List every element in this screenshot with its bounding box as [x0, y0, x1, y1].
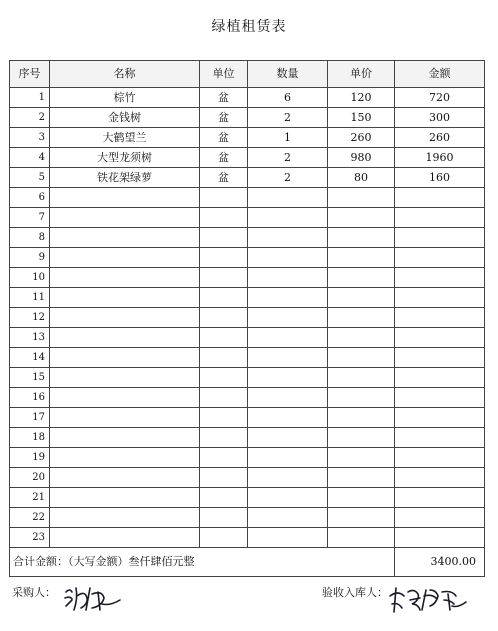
cell-qty: [248, 308, 328, 328]
cell-qty: 2: [248, 148, 328, 168]
cell-index: 17: [10, 408, 50, 428]
cell-unit: [200, 508, 248, 528]
cell-qty: [248, 208, 328, 228]
cell-index: 12: [10, 308, 50, 328]
cell-price: [328, 488, 395, 508]
cell-amount: [395, 388, 485, 408]
cell-qty: [248, 188, 328, 208]
cell-qty: 1: [248, 128, 328, 148]
cell-name: [50, 188, 200, 208]
receiver-signature: [386, 582, 476, 616]
cell-amount: 720: [395, 88, 485, 108]
cell-index: 4: [10, 148, 50, 168]
cell-qty: [248, 528, 328, 548]
cell-name: [50, 488, 200, 508]
table-row: [10, 208, 485, 228]
cell-unit: [200, 488, 248, 508]
cell-price: [328, 188, 395, 208]
cell-name: [50, 388, 200, 408]
cell-price: [328, 408, 395, 428]
table-row: [10, 128, 485, 148]
header-index: 序号: [10, 61, 50, 88]
cell-unit: [200, 388, 248, 408]
cell-index: 5: [10, 168, 50, 188]
total-amount: 3400.00: [395, 548, 485, 577]
table-row: [10, 368, 485, 388]
cell-qty: 6: [248, 88, 328, 108]
purchaser-signature: [62, 582, 132, 616]
cell-amount: [395, 368, 485, 388]
cell-amount: [395, 268, 485, 288]
cell-index: 7: [10, 208, 50, 228]
table-row: [10, 308, 485, 328]
total-row: [10, 548, 485, 577]
cell-unit: [200, 428, 248, 448]
purchaser-label: 采购人：: [12, 586, 56, 599]
header-unit: 单位: [200, 61, 248, 88]
cell-price: [328, 508, 395, 528]
cell-unit: 盆: [200, 168, 248, 188]
cell-amount: [395, 508, 485, 528]
cell-price: [328, 208, 395, 228]
cell-name: [50, 288, 200, 308]
cell-unit: [200, 468, 248, 488]
cell-qty: [248, 488, 328, 508]
table-row: [10, 248, 485, 268]
cell-amount: [395, 528, 485, 548]
table-row: [10, 408, 485, 428]
cell-qty: [248, 468, 328, 488]
cell-qty: 2: [248, 108, 328, 128]
cell-amount: [395, 448, 485, 468]
cell-unit: [200, 208, 248, 228]
header-name: 名称: [50, 61, 200, 88]
table-row: [10, 88, 485, 108]
cell-index: 21: [10, 488, 50, 508]
cell-price: [328, 268, 395, 288]
cell-name: 大鹤望兰: [50, 128, 200, 148]
cell-qty: [248, 448, 328, 468]
table-row: [10, 428, 485, 448]
cell-qty: [248, 428, 328, 448]
cell-name: 大型龙须树: [50, 148, 200, 168]
cell-name: [50, 368, 200, 388]
cell-price: 80: [328, 168, 395, 188]
cell-qty: [248, 248, 328, 268]
cell-name: [50, 468, 200, 488]
cell-index: 16: [10, 388, 50, 408]
cell-price: [328, 368, 395, 388]
cell-price: [328, 328, 395, 348]
cell-price: [328, 228, 395, 248]
cell-name: [50, 228, 200, 248]
cell-amount: [395, 308, 485, 328]
cell-qty: [248, 328, 328, 348]
cell-index: 20: [10, 468, 50, 488]
table-row: [10, 288, 485, 308]
cell-price: [328, 348, 395, 368]
cell-amount: [395, 468, 485, 488]
rental-table: [9, 60, 485, 577]
table-row: [10, 168, 485, 188]
cell-unit: [200, 268, 248, 288]
cell-qty: 2: [248, 168, 328, 188]
table-row: [10, 388, 485, 408]
cell-amount: [395, 288, 485, 308]
cell-unit: [200, 228, 248, 248]
cell-amount: [395, 228, 485, 248]
table-row: [10, 268, 485, 288]
cell-unit: 盆: [200, 88, 248, 108]
cell-qty: [248, 508, 328, 528]
cell-unit: 盆: [200, 128, 248, 148]
cell-price: 120: [328, 88, 395, 108]
cell-name: [50, 508, 200, 528]
cell-unit: [200, 288, 248, 308]
table-row: [10, 148, 485, 168]
cell-qty: [248, 348, 328, 368]
cell-amount: [395, 428, 485, 448]
cell-price: 980: [328, 148, 395, 168]
cell-amount: [395, 408, 485, 428]
cell-price: [328, 448, 395, 468]
header-price: 单价: [328, 61, 395, 88]
table-header-row: [10, 61, 485, 88]
cell-amount: 300: [395, 108, 485, 128]
cell-qty: [248, 408, 328, 428]
cell-name: [50, 328, 200, 348]
cell-name: [50, 308, 200, 328]
cell-price: [328, 248, 395, 268]
cell-price: [328, 308, 395, 328]
cell-name: 棕竹: [50, 88, 200, 108]
cell-index: 2: [10, 108, 50, 128]
cell-name: [50, 268, 200, 288]
table-row: [10, 528, 485, 548]
cell-unit: [200, 528, 248, 548]
table-row: [10, 348, 485, 368]
cell-price: [328, 468, 395, 488]
cell-amount: [395, 348, 485, 368]
table-row: [10, 448, 485, 468]
table-row: [10, 468, 485, 488]
cell-index: 14: [10, 348, 50, 368]
cell-name: [50, 348, 200, 368]
cell-price: [328, 528, 395, 548]
cell-index: 9: [10, 248, 50, 268]
cell-unit: [200, 308, 248, 328]
cell-unit: [200, 408, 248, 428]
table-row: [10, 108, 485, 128]
cell-index: 8: [10, 228, 50, 248]
cell-amount: [395, 208, 485, 228]
cell-unit: [200, 248, 248, 268]
cell-name: [50, 408, 200, 428]
cell-unit: [200, 448, 248, 468]
cell-index: 19: [10, 448, 50, 468]
table-row: [10, 488, 485, 508]
cell-unit: 盆: [200, 108, 248, 128]
cell-index: 1: [10, 88, 50, 108]
cell-qty: [248, 388, 328, 408]
cell-unit: 盆: [200, 148, 248, 168]
cell-name: [50, 448, 200, 468]
cell-unit: [200, 188, 248, 208]
cell-amount: [395, 488, 485, 508]
header-qty: 数量: [248, 61, 328, 88]
cell-price: [328, 428, 395, 448]
cell-qty: [248, 288, 328, 308]
cell-qty: [248, 368, 328, 388]
cell-price: [328, 288, 395, 308]
cell-unit: [200, 368, 248, 388]
cell-index: 23: [10, 528, 50, 548]
cell-name: [50, 528, 200, 548]
cell-unit: [200, 348, 248, 368]
cell-qty: [248, 228, 328, 248]
cell-price: [328, 388, 395, 408]
cell-amount: [395, 188, 485, 208]
table-body: [10, 88, 485, 548]
table-row: [10, 188, 485, 208]
page-title: 绿植租赁表: [211, 19, 287, 35]
cell-index: 11: [10, 288, 50, 308]
table-row: [10, 508, 485, 528]
cell-index: 22: [10, 508, 50, 528]
cell-name: 金钱树: [50, 108, 200, 128]
total-label: 合计金额：（大写金额）叁仟肆佰元整: [10, 548, 395, 577]
table-row: [10, 228, 485, 248]
cell-index: 3: [10, 128, 50, 148]
receiver-label: 验收入库人：: [322, 586, 388, 599]
cell-unit: [200, 328, 248, 348]
cell-amount: 1960: [395, 148, 485, 168]
cell-index: 15: [10, 368, 50, 388]
table-row: [10, 328, 485, 348]
cell-name: [50, 208, 200, 228]
cell-price: 150: [328, 108, 395, 128]
cell-name: [50, 248, 200, 268]
cell-name: [50, 428, 200, 448]
cell-index: 6: [10, 188, 50, 208]
cell-name: 铁花架绿萝: [50, 168, 200, 188]
cell-amount: 160: [395, 168, 485, 188]
cell-amount: [395, 328, 485, 348]
cell-index: 18: [10, 428, 50, 448]
cell-index: 10: [10, 268, 50, 288]
cell-price: 260: [328, 128, 395, 148]
header-amount: 金额: [395, 61, 485, 88]
cell-qty: [248, 268, 328, 288]
cell-amount: 260: [395, 128, 485, 148]
cell-amount: [395, 248, 485, 268]
cell-index: 13: [10, 328, 50, 348]
